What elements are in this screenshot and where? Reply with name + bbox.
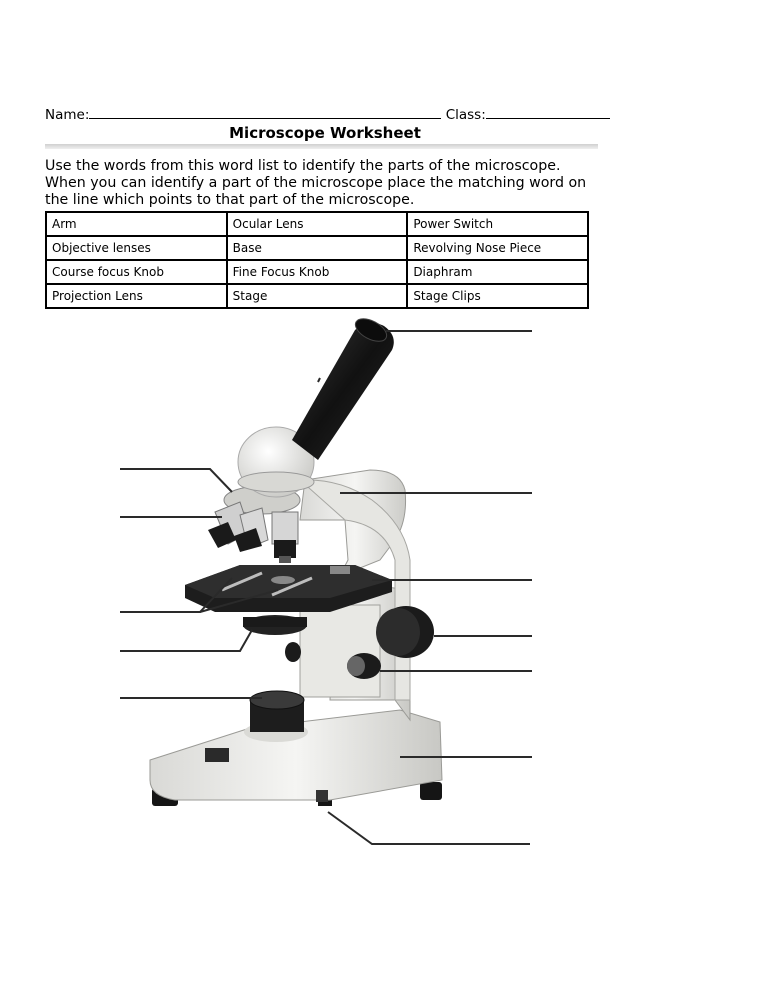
power-switch-shape	[316, 790, 328, 802]
word-cell: Arm	[46, 212, 227, 236]
class-label: Class:	[445, 107, 486, 123]
instructions-text: Use the words from this word list to identify the parts of the microscope. When you can identify a part of the microscope place the matching word on the line which points to that part of the microscope.	[45, 158, 587, 208]
table-row	[46, 260, 588, 284]
microscope-diagram	[0, 316, 768, 876]
word-list-table	[45, 211, 589, 309]
pointer-diaphragm	[120, 630, 252, 651]
base-label-plate	[205, 748, 229, 762]
word-cell: Fine Focus Knob	[227, 260, 408, 284]
projection-lens-shape	[250, 691, 304, 709]
word-cell: Diaphram	[407, 260, 588, 284]
word-cell: Ocular Lens	[227, 212, 408, 236]
name-label: Name:	[45, 107, 90, 123]
word-cell: Projection Lens	[46, 284, 227, 308]
word-cell: Base	[227, 236, 408, 260]
word-cell: Stage	[227, 284, 408, 308]
worksheet-title: Microscope Worksheet	[229, 124, 421, 142]
focus-block	[300, 605, 380, 697]
word-cell: Stage Clips	[407, 284, 588, 308]
word-cell: Power Switch	[407, 212, 588, 236]
table-row	[46, 284, 588, 308]
word-cell: Revolving Nose Piece	[407, 236, 588, 260]
name-blank[interactable]	[89, 106, 441, 119]
table-row	[46, 236, 588, 260]
table-row	[46, 212, 588, 236]
title-divider	[45, 144, 598, 149]
eyepiece-tube	[292, 323, 394, 460]
word-cell: Course focus Knob	[46, 260, 227, 284]
name-class-line	[45, 106, 610, 123]
pointer-nosepiece	[120, 469, 232, 492]
class-blank[interactable]	[486, 106, 610, 119]
word-cell: Objective lenses	[46, 236, 227, 260]
pointer-power-switch	[328, 812, 530, 844]
